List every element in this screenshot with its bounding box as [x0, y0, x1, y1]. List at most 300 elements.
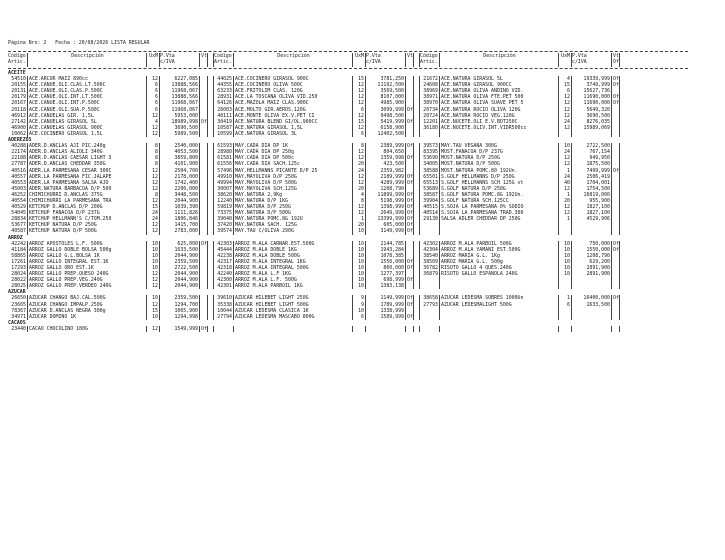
item-uxm: 12 [558, 204, 572, 210]
item-code: 83395 [420, 149, 440, 155]
item-offer-flag: Of [407, 228, 413, 235]
civa-header-label: c/IVA [572, 59, 587, 66]
item-uxm: 10 [352, 247, 366, 253]
item-price: 860,000 [366, 265, 406, 271]
item-description: CACAO CHOCOLINO 180G [29, 325, 88, 332]
date-label: Fecha : [55, 40, 76, 46]
item-uxm: 10 [352, 277, 366, 283]
item-uxm: 12 [558, 94, 572, 100]
item-uxm: 6 [558, 88, 572, 94]
item-price: 1789,999 [366, 302, 406, 308]
item-uxm: 12 [558, 100, 572, 106]
codigo-header-label: Código [8, 53, 26, 59]
item-uxm: 12 [146, 168, 160, 174]
item-description: ACE.NATURA GIRASOL 5L [441, 76, 503, 83]
item-price: 5198,999 [366, 198, 406, 204]
item-code: 42301 [214, 283, 234, 289]
item-price [366, 326, 406, 332]
uxm-header: UxM [146, 53, 160, 67]
item-uxm: 8 [146, 155, 160, 161]
item-uxm: 12 [146, 125, 160, 131]
item-offer-flag: Of [407, 143, 413, 150]
item-code: 23665 [8, 302, 28, 308]
item-description: ACE.LA TOSCANA OLIVA VID.250 [235, 94, 318, 101]
item-description: S.SOJA LA PARMESANA TRAD.300 [441, 210, 524, 217]
item-price: 2722,500 [160, 265, 200, 271]
item-code: 40515 [420, 204, 440, 210]
item-description: ACE.COCINERO GIRASOL 1,5L [29, 130, 103, 137]
table-row [8, 283, 688, 289]
item-code: 44025 [214, 76, 234, 82]
item-block [420, 283, 620, 289]
item-price: 1633,500 [572, 302, 612, 308]
item-description: ACE.CAÑUE.OLI.INT.P.500C [29, 100, 100, 107]
item-uxm: 8 [146, 143, 160, 149]
item-uxm: 10 [352, 241, 366, 247]
item-uxm: 12 [352, 94, 366, 100]
item-price: 18989,998 [160, 119, 200, 125]
item-price: 8107,000 [366, 94, 406, 100]
item-description: ACE.MONTE OLIVA EX.V.PET CI [235, 112, 315, 119]
item-code: 42302 [420, 241, 440, 247]
item-code [420, 314, 440, 320]
item-description: ARROZ M.ALA L.F. 500G [235, 277, 297, 284]
item-price: 949,950 [572, 155, 612, 161]
column-headers [8, 53, 688, 67]
civa-header-label: c/IVA [366, 59, 381, 66]
item-uxm: 12 [352, 210, 366, 216]
item-uxm: 12 [352, 88, 366, 94]
item-description: ACE.MOLTO GIR.AEROS.120G [235, 106, 306, 113]
item-price: 8276,035 [572, 119, 612, 125]
item-uxm: 8 [146, 161, 160, 167]
item-uxm: 15 [352, 76, 366, 82]
item-offer-flag: Of [613, 82, 619, 89]
item-code: 40516 [8, 168, 28, 174]
item-price: 423,500 [366, 161, 406, 167]
item-description: ARROZ GALLO ORO EST.1K [29, 265, 94, 271]
item-description: ACE.CAÑUE.OLI.SUA.P.500C [29, 106, 100, 113]
item-description: AZUCAR LEDESMA SOBRES 1000Un [441, 295, 524, 302]
item-description: MOST.NATURA D/P 250G [441, 155, 500, 162]
item-uxm: 10 [352, 228, 366, 234]
item-offer-flag: Of [407, 210, 413, 217]
item-uxm: 24 [146, 210, 160, 216]
item-price: 5649,320 [572, 107, 612, 113]
item-price: 2206,000 [160, 186, 200, 192]
item-offer-flag: Of [613, 94, 619, 101]
item-code: 27793 [420, 302, 440, 308]
item-price: 5419,999 [366, 119, 406, 125]
item-code: 61581 [214, 155, 234, 161]
item-price: 11899,999 [366, 192, 406, 198]
item-offer-flag: Of [613, 76, 619, 83]
item-uxm: 4 [558, 76, 572, 82]
item-code: 20131 [8, 88, 28, 94]
item-uxm [558, 228, 572, 234]
item-description: RISOTO GALLO ESPAÑOLA 240G [441, 271, 518, 278]
item-uxm: 12 [146, 283, 160, 289]
item-code: 30007 [214, 186, 234, 192]
item-uxm: 12 [146, 131, 160, 137]
item-code: 42317 [214, 259, 234, 265]
descripcion-header: Descripción [483, 53, 516, 59]
item-code: 26650 [8, 295, 28, 301]
item-description: CHIMICHURRI D.ANCLAS 375G [29, 191, 103, 198]
item-code: 44355 [214, 82, 234, 88]
item-block [214, 326, 420, 332]
item-description: S.SOJA LA PARMESANA 0% SODIO [441, 204, 524, 211]
item-uxm: 10 [146, 259, 160, 265]
item-price: 4053,500 [160, 149, 200, 155]
item-code: 17293 [8, 265, 28, 271]
item-block [214, 283, 420, 289]
item-description: CHIMICHURRI LA PARMESANA TRA [29, 197, 112, 204]
item-price: 2144,785 [366, 241, 406, 247]
item-uxm: 10 [146, 314, 160, 320]
item-code: 38971 [420, 94, 440, 100]
item-price: 13399,999 [366, 216, 406, 222]
item-code: 54045 [8, 210, 28, 216]
item-description: MAY.HELLMANNS PICANTE D/P 25 [235, 167, 318, 174]
item-uxm: 15 [558, 82, 572, 88]
item-uxm: 6 [146, 94, 160, 100]
item-uxm: 10 [352, 253, 366, 259]
item-uxm: 24 [146, 216, 160, 222]
item-description: ACE.MAZOLA MAIZ CLAS.900C [235, 100, 309, 107]
item-price: 11968,067 [160, 100, 200, 106]
item-code: 27794 [214, 314, 234, 320]
item-price: 2178,000 [160, 174, 200, 180]
item-block [214, 131, 420, 137]
item-uxm: 10 [146, 253, 160, 259]
pvta-header [572, 53, 612, 67]
pvta-header-label: P.Vta [572, 53, 587, 59]
item-uxm: 12 [558, 186, 572, 192]
item-description [440, 314, 558, 320]
vt-header-label: Vt [407, 53, 413, 59]
item-code: 22174 [8, 149, 28, 155]
item-description: MOST.NATURA POMC.80 192Un. [441, 167, 518, 174]
item-description: MAY.NATURA SACH. 125G [235, 222, 297, 229]
item-description: ACE.NATURA OLIVA SUAVE PET 5 [441, 100, 524, 107]
item-description: MAY.NATURA D/P 1KG [235, 197, 288, 204]
item-offer-flag: Of [613, 100, 619, 107]
item-price: 1754,500 [572, 186, 612, 192]
item-uxm: 6 [146, 100, 160, 106]
item-price: 1111,826 [160, 210, 200, 216]
item-price: 2389,999 [366, 143, 406, 149]
item-description: MOST.NATURA D/P 500G [441, 161, 500, 168]
item-price: 3569,500 [366, 88, 406, 94]
item-uxm: 6 [146, 107, 160, 113]
item-block [420, 228, 620, 234]
item-description: ACE.CAÑUE.OLI.CLAS.P.500C [29, 88, 103, 95]
item-uxm: 10 [146, 241, 160, 247]
item-code [214, 326, 234, 332]
table-row [8, 228, 688, 234]
item-offer-flag: Of [407, 222, 413, 229]
item-description: S.GOLF HELLMANNS SCH 125G vt [441, 179, 524, 186]
item-description: ADER.D.ANCLAS CHEDDAR 350G [29, 161, 106, 168]
item-block [8, 283, 214, 289]
item-uxm: 12 [558, 107, 572, 113]
item-offer-flag [612, 314, 620, 320]
item-code: 39904 [420, 198, 440, 204]
civa-header-label: c/IVA [160, 59, 175, 66]
item-block [8, 326, 214, 332]
item-price: 4101,900 [160, 161, 200, 167]
item-offer-flag: Of [407, 216, 413, 223]
item-block [214, 228, 420, 234]
item-code [420, 326, 440, 332]
item-code: 53689 [420, 186, 440, 192]
item-description: ACE.FRITOLIM CLAS. 120G [235, 88, 303, 95]
item-price: 750,000 [572, 241, 612, 247]
item-price: 605,000 [366, 222, 406, 228]
item-description: AZUCAR LEDESMA CLASICA 1K [235, 307, 309, 314]
item-offer-flag [200, 314, 208, 320]
section-title: ADEREZOS [8, 137, 32, 144]
item-uxm: 12 [352, 82, 366, 88]
item-description: RISOTO GALLO 4 QUES.240G [441, 265, 512, 271]
item-uxm: 12 [558, 155, 572, 161]
item-uxm: 12 [146, 76, 160, 82]
item-code: 36782 [420, 265, 440, 271]
section-title: ACEITE [8, 70, 26, 76]
item-price: 3859,800 [160, 155, 200, 161]
item-price: 9498,500 [366, 113, 406, 119]
item-description: ACE.CAÑUELAS GIR. 1,5L [29, 112, 94, 119]
item-code: 38658 [420, 295, 440, 301]
item-uxm: 12 [146, 228, 160, 234]
item-offer-flag [200, 228, 208, 234]
item-price: 3690,500 [572, 113, 612, 119]
item-price: 767,154 [572, 149, 612, 155]
item-price: 1875,500 [572, 161, 612, 167]
item-uxm: 6 [558, 302, 572, 308]
page-label: Página Nro: [8, 40, 41, 46]
item-price: 4289,999 [366, 180, 406, 186]
item-description: ACE.NATURA BLEND GI/OL.900CC [235, 118, 318, 125]
item-description: ARROZ M.ALA CARNAR.EST.500G [235, 240, 315, 247]
item-code: 10587 [214, 125, 234, 131]
item-description: KETCHUP NATURA D/P 250G [29, 222, 97, 229]
item-code: 17261 [8, 259, 28, 265]
section-title: CACAOS [8, 319, 26, 326]
item-description: MAY.CADA DIA DP 1K [235, 143, 288, 150]
item-description: KETCHUP HELLMANN'S C/TOM.250 [29, 216, 112, 223]
item-description: AZUCAR HILEBET LIGHT 500G [235, 301, 309, 308]
item-price: 1589,999 [366, 314, 406, 320]
item-offer-flag: Of [407, 301, 413, 308]
item-code: 28024 [8, 271, 28, 277]
item-code: 21672 [420, 76, 440, 82]
item-description: ADER.LA PARMESANA CESAR 300C [29, 167, 112, 174]
artic-header-label: Artic. [214, 59, 232, 66]
item-uxm: 10 [352, 271, 366, 277]
item-uxm: 10 [146, 265, 160, 271]
item-offer-flag: Of [407, 197, 413, 204]
item-code: 10062 [8, 131, 28, 137]
item-code: 35338 [214, 302, 234, 308]
item-uxm [558, 283, 572, 289]
item-description: ACE.NUCETE.OLI E.V.BOT250C [441, 118, 518, 125]
item-description: AZUCAR CHANGO IMPALP.250G [29, 301, 103, 308]
item-code: 40111 [214, 113, 234, 119]
item-price: 1208,790 [366, 186, 406, 192]
item-code: 42242 [8, 241, 28, 247]
item-description [440, 326, 558, 332]
item-offer-flag [200, 283, 208, 289]
divider [8, 68, 688, 69]
item-price: 698,999 [366, 277, 406, 283]
item-price: 7499,999 [572, 168, 612, 174]
item-price: 11968,067 [160, 107, 200, 113]
item-price: 955,900 [572, 198, 612, 204]
item-code: 46900 [8, 125, 28, 131]
item-offer-flag [612, 228, 620, 234]
item-code: 20734 [420, 107, 440, 113]
table-row [8, 131, 688, 137]
item-block [8, 314, 214, 320]
item-offer-flag: Of [407, 265, 413, 271]
item-description: ARROZ MARIA G.L. 500g [441, 258, 503, 265]
item-description: ARROZ GALLO DOBLE BOLSA 500g [29, 246, 112, 253]
item-description: ACE.NATURA OLIVA ANDINO VID. [441, 88, 524, 95]
item-price: 12402,500 [366, 131, 406, 137]
item-uxm: 6 [352, 107, 366, 113]
item-uxm: 10 [558, 259, 572, 265]
item-code: 42300 [214, 277, 234, 283]
item-code: 27142 [8, 119, 28, 125]
item-price: 1549,999 [160, 326, 200, 332]
item-description: ACE.CAÑUELAS GIRASOL 900C [29, 124, 103, 131]
of-header-label: Of [613, 59, 619, 66]
item-code: 61593 [214, 143, 234, 149]
item-price [572, 326, 612, 332]
item-price [572, 228, 612, 234]
item-uxm: 10 [558, 271, 572, 277]
item-uxm: 8 [146, 192, 160, 198]
codigo-header-label: Código [214, 53, 232, 59]
item-code: 58865 [8, 253, 28, 259]
item-uxm: 8 [146, 149, 160, 155]
item-uxm: 10 [352, 308, 366, 314]
section-title: ARROZ [8, 234, 23, 241]
item-offer-flag: Of [613, 167, 619, 174]
item-price [572, 314, 612, 320]
item-price: 2359,982 [366, 168, 406, 174]
item-code: 36180 [420, 125, 440, 131]
item-description: AZUCAR LEDESMALIGHT 500G [441, 301, 512, 308]
item-price: 4529,906 [572, 216, 612, 222]
item-uxm: 12 [146, 326, 160, 332]
item-description: AZUCAR HILEBET LIGHT 250G [235, 295, 309, 302]
item-price: 1742,400 [160, 180, 200, 186]
item-description: AZUCAR LEDESMA MASCABO 800G [235, 313, 315, 320]
item-uxm: 12 [558, 210, 572, 216]
item-uxm: 1 [558, 168, 572, 174]
item-uxm: 6 [352, 131, 366, 137]
item-uxm: 12 [352, 180, 366, 186]
item-price: 1065,900 [160, 308, 200, 314]
item-offer-flag: Of [407, 155, 413, 162]
item-uxm: 9 [352, 302, 366, 308]
item-description: ARROZ GALLO PREP.VERDEO 240G [29, 283, 112, 290]
item-description: MAY.TAU VEGANA 300G [441, 143, 497, 150]
item-uxm: 10 [558, 247, 572, 253]
item-description: MAY.NATURA 2,9Kg [235, 191, 283, 198]
item-uxm: 12 [352, 155, 366, 161]
pvta-header [160, 53, 200, 67]
codigo-header-label: Código [420, 53, 438, 59]
item-offer-flag [200, 131, 208, 137]
item-price: 6227,085 [160, 76, 200, 82]
item-code: 39573 [420, 143, 440, 149]
item-code: 27787 [8, 161, 28, 167]
item-description: ACE.COCINERO OLIVA 500C [235, 82, 303, 89]
item-price: 804,650 [366, 149, 406, 155]
item-description: ACE.ARCOR MAIZ 890cc [29, 76, 88, 83]
item-description: ACE.NATURA ROCIO OLIVA 120G [441, 106, 521, 113]
item-price: 1827,100 [572, 204, 612, 210]
item-price: 1398,999 [366, 204, 406, 210]
item-description: ARROZ APOSTOLES L.F. 500G [29, 240, 103, 247]
item-code: 29130 [420, 216, 440, 222]
item-code: 38509 [420, 259, 440, 265]
item-description: ADER.LA PARMESANA FIC.JALAPE [29, 173, 112, 180]
item-description [440, 228, 558, 234]
item-price [572, 131, 612, 137]
item-code: 30419 [214, 119, 234, 125]
item-code: 26003 [214, 107, 234, 113]
artic-header-label: Artic. [8, 59, 26, 66]
descripcion-header: Descripción [71, 53, 104, 59]
column-header-block [420, 53, 620, 67]
item-code: 20155 [8, 82, 28, 88]
item-description: AZUCAR CHANGO BAJ.CAL.500G [29, 295, 106, 302]
item-uxm: 10 [558, 265, 572, 271]
item-uxm: 15 [352, 119, 366, 125]
item-uxm: 24 [558, 174, 572, 180]
item-code: 45003 [8, 186, 28, 192]
item-code: 49994 [214, 180, 234, 186]
item-uxm: 12 [146, 198, 160, 204]
item-description: MAY.MAYOLIVA D/P 250G [235, 173, 297, 180]
table-row [8, 326, 688, 332]
item-description: ACE.NUCETE.OLIV.INT.VIDR500cc [441, 124, 527, 131]
item-uxm: 12 [146, 271, 160, 277]
item-code: 10599 [214, 131, 234, 137]
item-offer-flag: Of [407, 191, 413, 198]
item-code: 40557 [8, 174, 28, 180]
item-price: 2891,900 [572, 271, 612, 277]
item-uxm: 12 [146, 113, 160, 119]
item-uxm: 12 [352, 125, 366, 131]
item-code: 28022 [8, 277, 28, 283]
item-code: 20167 [8, 100, 28, 106]
item-description: ACE.NATURA GIRASOL 1,5L [235, 124, 303, 131]
item-description: S.GOLF NATURA SCH.125CC [441, 197, 509, 204]
item-uxm: 10 [558, 241, 572, 247]
item-code: 54510 [8, 76, 28, 82]
item-uxm: 4 [146, 119, 160, 125]
item-price [572, 283, 612, 289]
section-title: AZUCAR [8, 289, 26, 296]
item-description: ARROZ GALLO INTEGRAL EST.1K [29, 258, 109, 265]
item-price: 1827,100 [572, 210, 612, 216]
